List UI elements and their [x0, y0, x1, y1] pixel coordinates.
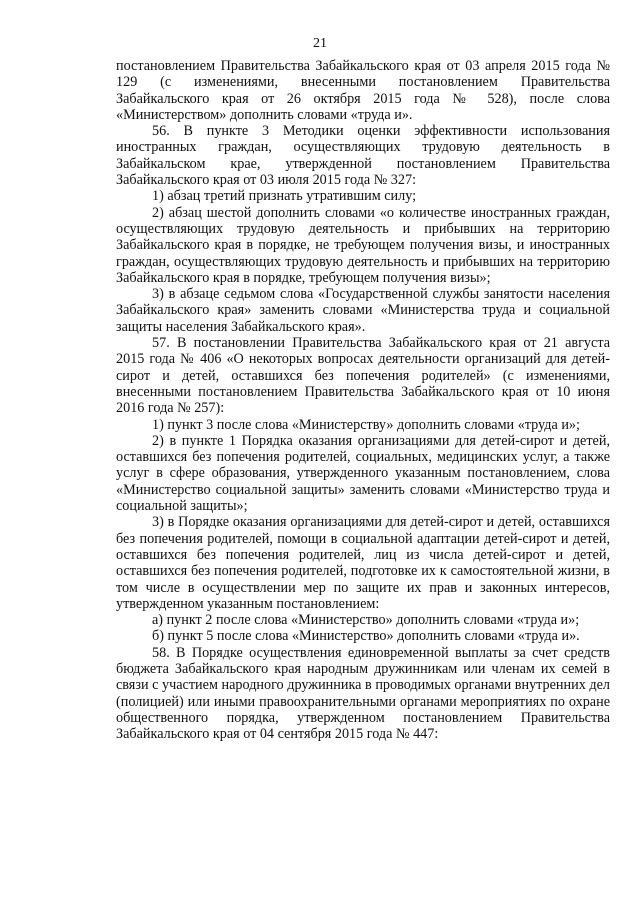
paragraph-57-subitem-3: 3) в Порядке оказания организациями для детей-сирот и детей, оставшихся без попечения родителей, помощи в социальной адаптации детей-сирот и детей, оставшихся без попечения родителей, лиц из числа детей-сирот и детей, оставшихся без попечения родителей, подготовке их к самостоятельной жизни, в том числе в осуществлении мер по защите их прав и законных интересов, утвержденном указанным постановлением: [116, 514, 610, 612]
document-body [116, 58, 610, 742]
paragraph-57-subitem-1: 1) пункт 3 после слова «Министерству» дополнить словами «труда и»; [152, 416, 580, 433]
paragraph-57-subitem-2: 2) в пункте 1 Порядка оказания организациями для детей-сирот и детей, оставшихся без попечения родителей, социальных, медицинских услуг, а также услуг в сфере образования, утвержденного указанным постановлением, слова «Министерство социальной защиты» заменить словами «Министерство труда и социальной защиты»; [116, 432, 610, 515]
paragraph-item-56: 56. В пункте 3 Методики оценки эффективности использования иностранных граждан, осуществляющих трудовую деятельность в Забайкальском крае, утвержденной постановлением Правительства Забайкальского края от 03 июля 2015 года № 327: [116, 123, 610, 189]
paragraph-57-subitem-3b: б) пункт 5 после слова «Министерство» дополнить словами «труда и». [152, 628, 580, 645]
paragraph-57-subitem-3a: а) пункт 2 после слова «Министерство» дополнить словами «труда и»; [152, 612, 580, 629]
paragraph-continuation: постановлением Правительства Забайкальского края от 03 апреля 2015 года № 129 (с изменениями, внесенными постановлением Правительства Забайкальского края от 26 октября 2015 года № 528), после слова «Министерством» дополнить словами «труда и». [116, 58, 610, 123]
paragraph-56-subitem-2: 2) абзац шестой дополнить словами «о количестве иностранных граждан, осуществляющих трудовую деятельность и прибывших на территорию Забайкальского края в порядке, не требующем получения визы, и иностранных граждан, осуществляющих трудовую деятельность и прибывших на территорию Забайкальского края в порядке, требующем получения визы»; [116, 204, 610, 286]
paragraph-item-58: 58. В Порядке осуществления единовременной выплаты за счет средств бюджета Забайкальского края народным дружинникам или членам их семей в связи с участием народного дружинника в проводимых органами внутренних дел (полицией) или иными правоохранительными органами мероприятиях по охране общественного порядка, утвержденном постановлением Правительства Забайкальского края от 04 сентября 2015 года № 447: [116, 644, 610, 743]
paragraph-item-57: 57. В постановлении Правительства Забайкальского края от 21 августа 2015 года № 406 «О некоторых вопросах деятельности организаций для детей-сирот и детей, оставшихся без попечения родителей» (с изменениями, внесенными постановлением Правительства Забайкальского края от 10 июня 2016 года № 257): [116, 335, 610, 417]
paragraph-56-subitem-3: 3) в абзаце седьмом слова «Государственной службы занятости населения Забайкальского края» заменить словами «Министерства труда и социальной защиты населения Забайкальского края». [116, 286, 610, 335]
paragraph-56-subitem-1: 1) абзац третий признать утратившим силу; [152, 188, 417, 205]
page-number: 21 [313, 36, 327, 51]
